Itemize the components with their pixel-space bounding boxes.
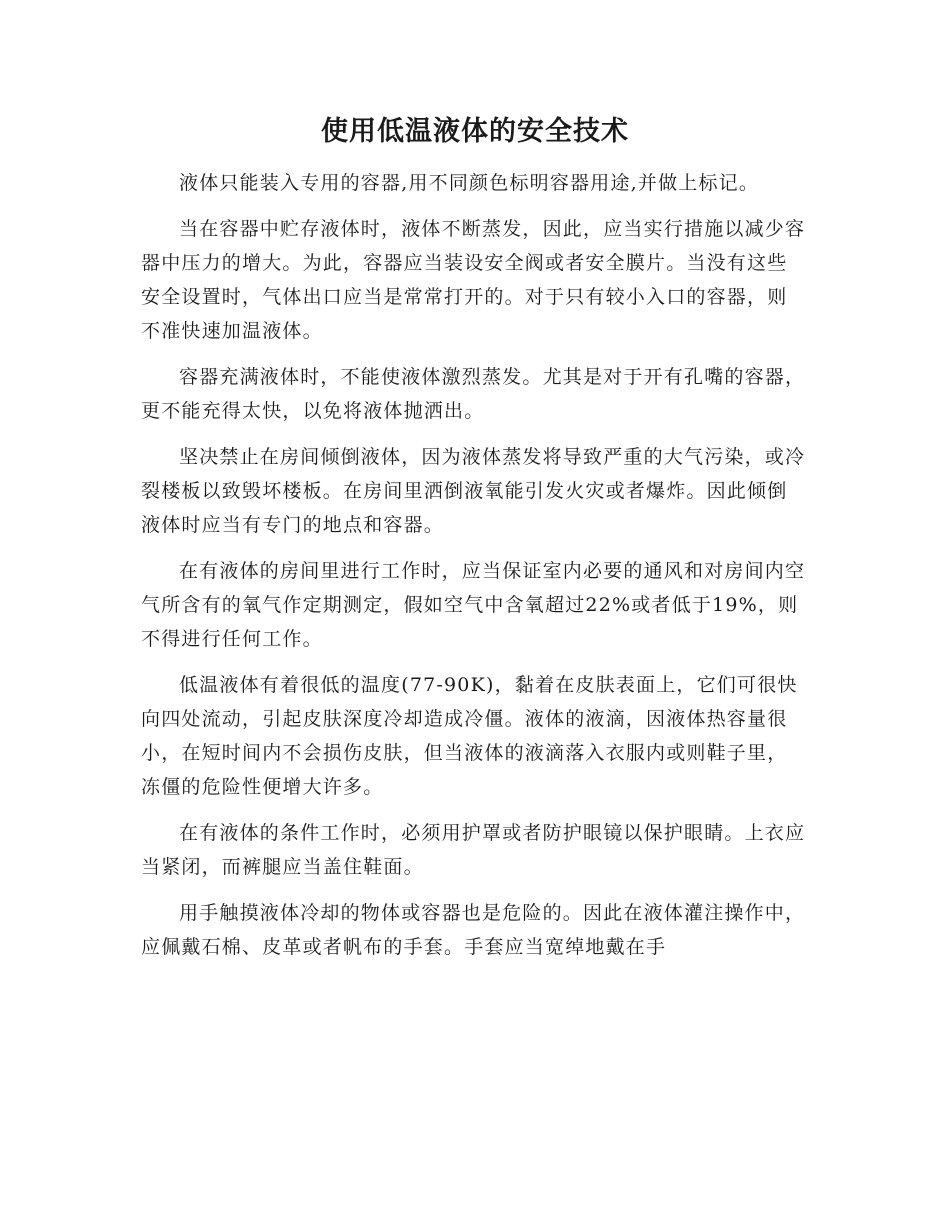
paragraph-5: 在有液体的房间里进行工作时，应当保证室内必要的通风和对房间内空气所含有的氧气作定期测定，假如空气中含氧超过22%或者低于19%，则不得进行任何工作。 (141, 560, 806, 650)
document-body (141, 166, 807, 976)
paragraph-1: 液体只能装入专用的容器,用不同颜色标明容器用途,并做上标记。 (179, 172, 760, 194)
paragraph-6: 低温液体有着很低的温度(77-90K)，黏着在皮肤表面上，它们可很快向四处流动，引起皮肤深度冷却造成冷僵。液体的液滴，因液体热容量很小，在短时间内不会损伤皮肤，但当液体的液滴落入衣服内或则鞋子里，冻僵的危险性便增大许多。 (141, 674, 798, 798)
document-title: 使用低温液体的安全技术 (321, 116, 629, 147)
paragraph-4: 坚决禁止在房间倾倒液体，因为液体蒸发将导致严重的大气污染，或冷裂楼板以致毁坏楼板。在房间里洒倒液氧能引发火灾或者爆炸。因此倾倒液体时应当有专门的地点和容器。 (141, 446, 806, 536)
paragraph-2: 当在容器中贮存液体时，液体不断蒸发，因此，应当实行措施以减少容器中压力的增大。为此，容器应当装设安全阀或者安全膜片。当没有这些安全设置时，气体出口应当是常常打开的。对于只有较小入口的容器，则不准快速加温液体。 (141, 218, 806, 342)
paragraph-3: 容器充满液体时，不能使液体激烈蒸发。尤其是对于开有孔嘴的容器，更不能充得太快，以免将液体抛洒出。 (141, 366, 806, 422)
paragraph-7: 在有液体的条件工作时，必须用护罩或者防护眼镜以保护眼睛。上衣应当紧闭，而裤腿应当盖住鞋面。 (141, 822, 806, 878)
paragraph-8: 用手触摸液体冷却的物体或容器也是危险的。因此在液体灌注操作中，应佩戴石棉、皮革或者帆布的手套。手套应当宽绰地戴在手 (141, 902, 806, 958)
